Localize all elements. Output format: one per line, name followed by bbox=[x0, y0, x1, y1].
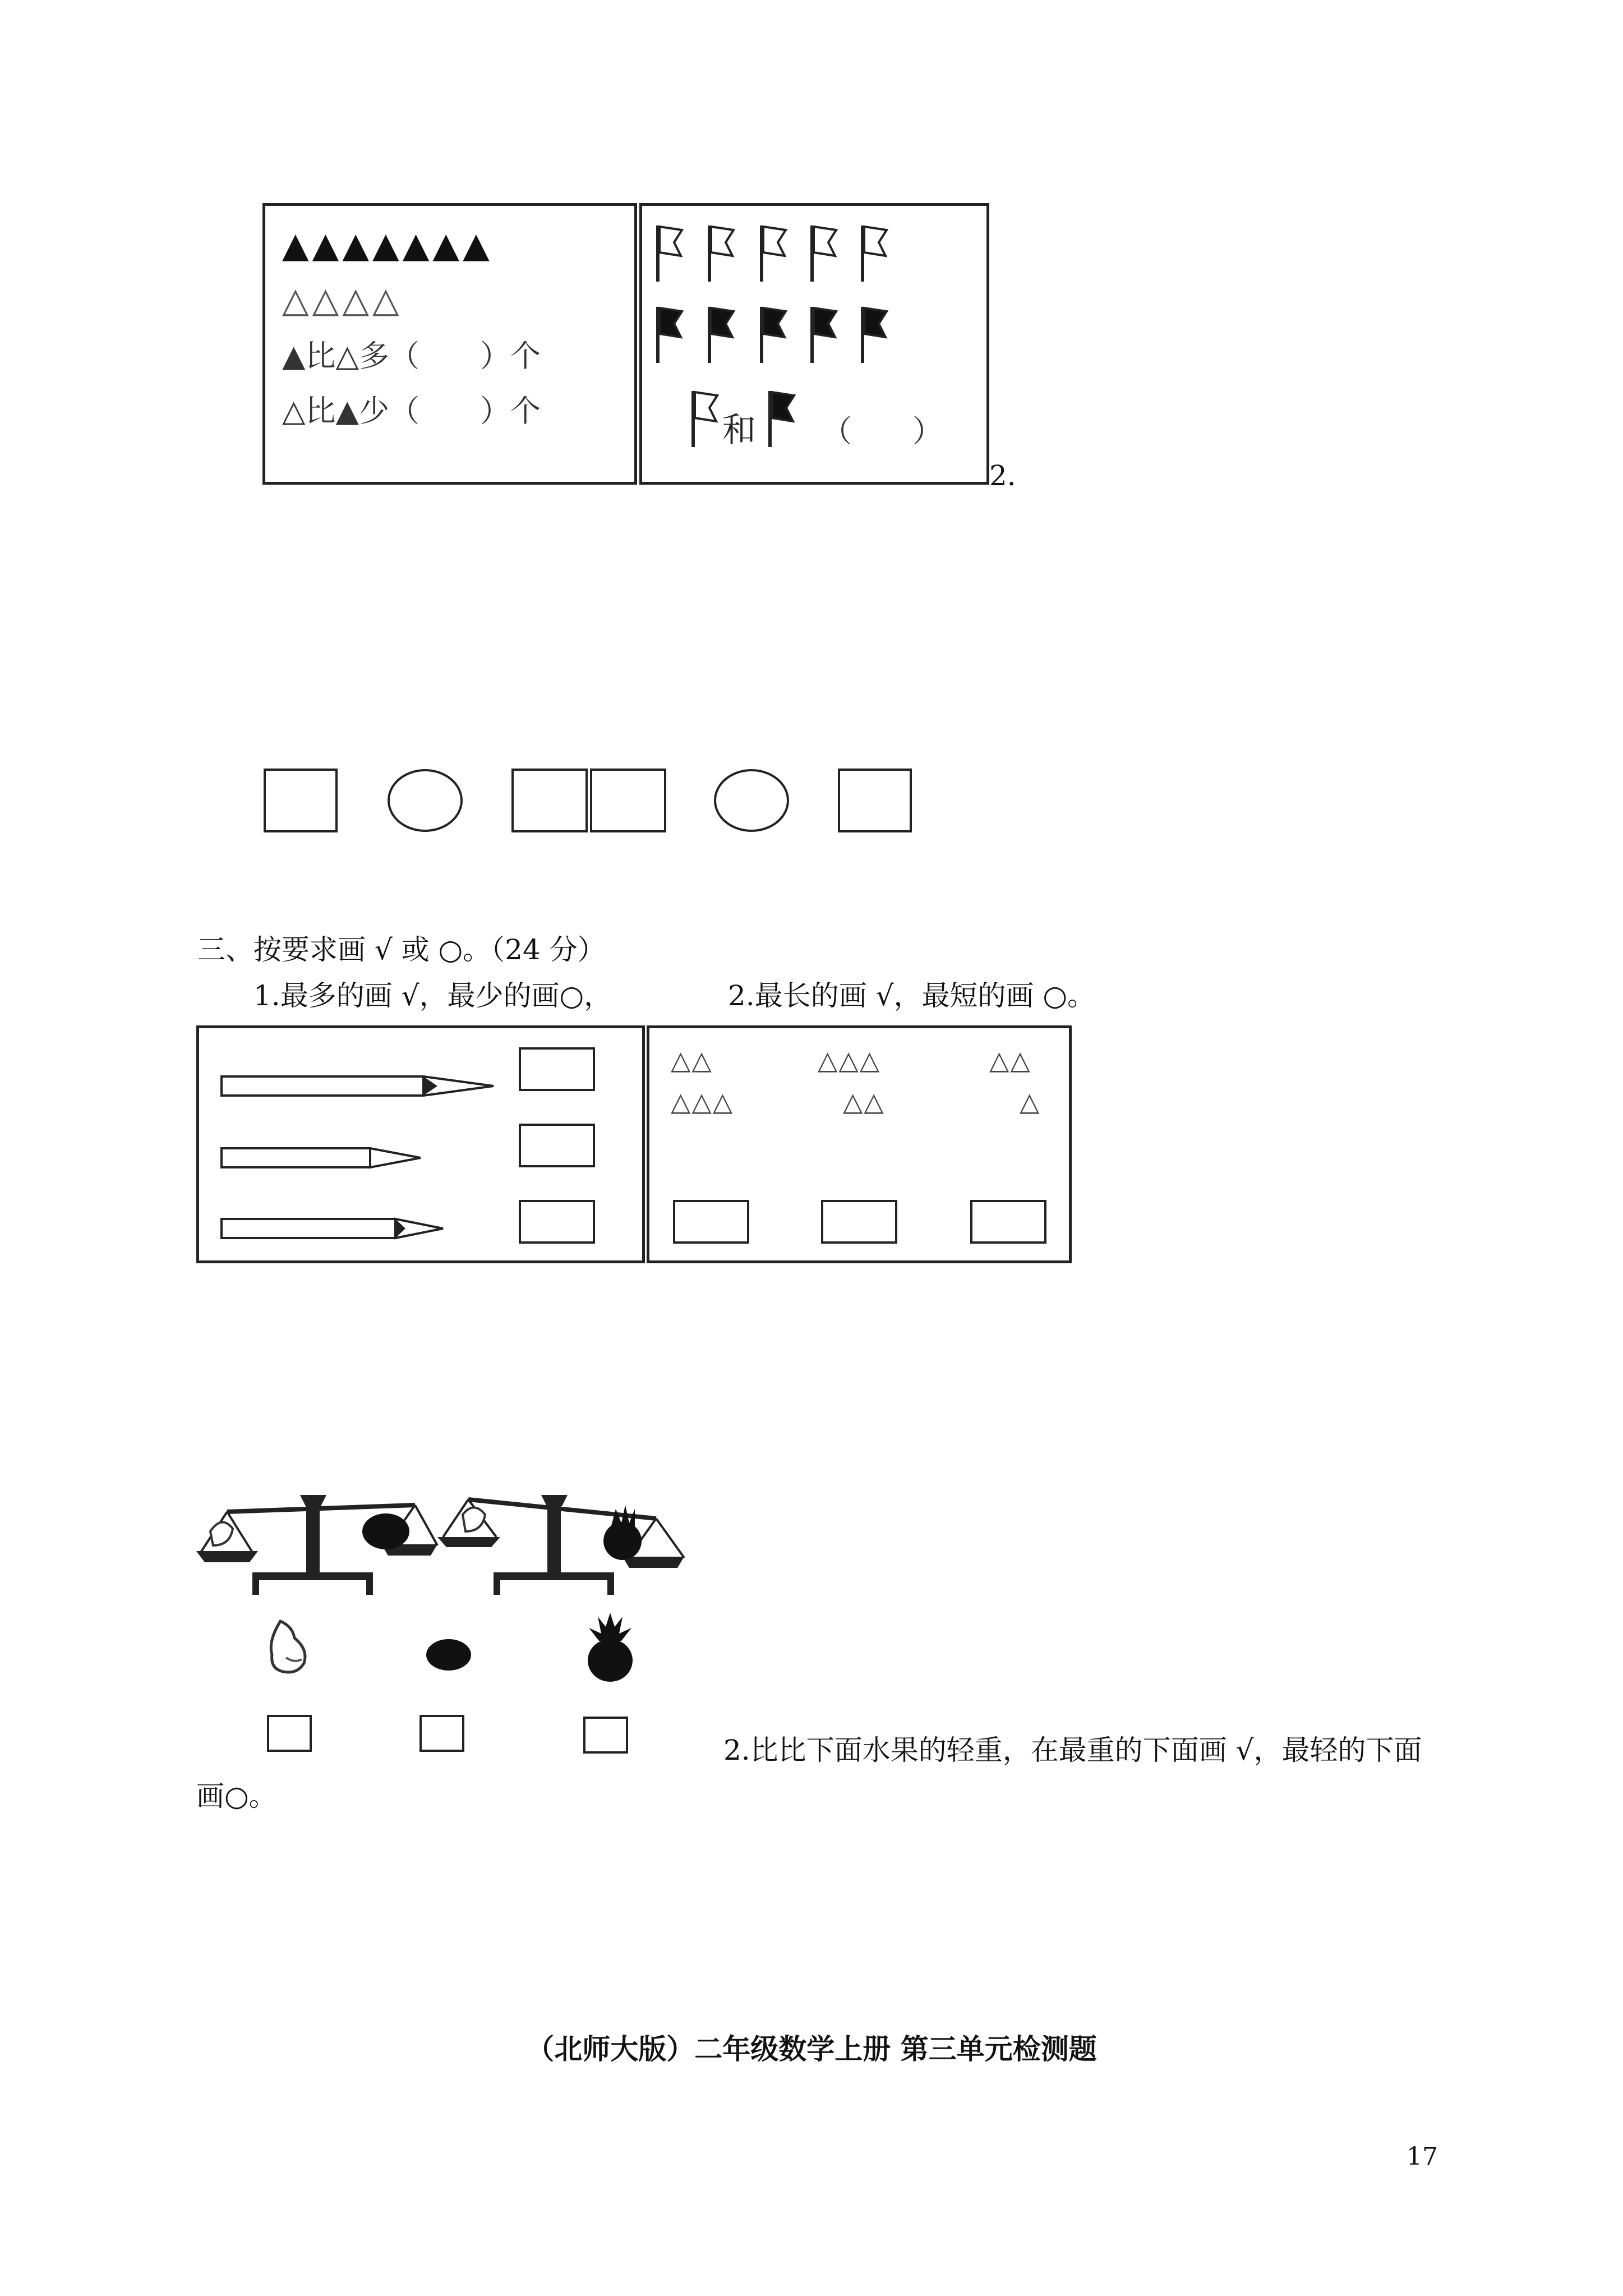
question-number: 2. bbox=[989, 459, 1016, 492]
pencil-length-box bbox=[196, 1025, 645, 1263]
fruit-question-text: 2.比比下面水果的轻重，在最重的下面画 √，最轻的下面 bbox=[723, 1734, 1422, 1766]
pear-icon bbox=[264, 1616, 314, 1677]
fruit-question-text-cont: 画○。 bbox=[196, 1780, 277, 1812]
pencil-3 bbox=[222, 1214, 474, 1243]
white-flag-icon bbox=[656, 226, 682, 282]
fruit-answer-box-1[interactable] bbox=[267, 1715, 312, 1752]
compare-line-more: ▲比△多（ ）个 bbox=[282, 338, 541, 374]
white-flag-icon bbox=[861, 226, 887, 282]
black-flag-icon bbox=[656, 307, 682, 363]
black-flag-icon bbox=[768, 391, 794, 447]
flag-answer-blank: （ ） bbox=[822, 413, 943, 449]
black-flag-icon bbox=[708, 307, 734, 363]
pencil-answer-box-2[interactable] bbox=[519, 1124, 595, 1167]
shape-square-1 bbox=[264, 769, 338, 832]
section3-subquestion-2: 2.最长的画 √，最短的画 ○。 bbox=[728, 979, 1095, 1012]
black-triangle-row: ▲▲▲▲▲▲▲ bbox=[282, 224, 493, 265]
pencil-answer-box-3[interactable] bbox=[519, 1200, 595, 1244]
flag-compare-box bbox=[639, 203, 989, 485]
pencil-answer-box-1[interactable] bbox=[519, 1047, 595, 1091]
shape-square-3 bbox=[590, 769, 666, 832]
section3-heading: 三、按要求画 √ 或 ○。（24 分） bbox=[197, 933, 606, 966]
fruit-answer-box-2[interactable] bbox=[419, 1715, 464, 1752]
black-flag-icon bbox=[861, 307, 887, 363]
pencil-2 bbox=[222, 1144, 446, 1172]
black-flag-icon bbox=[810, 307, 836, 363]
section3-subquestion-1: 1.最多的画 √，最少的画○， bbox=[253, 979, 612, 1012]
pineapple-icon bbox=[582, 1610, 638, 1683]
triangle-answer-box-3[interactable] bbox=[970, 1200, 1046, 1244]
white-triangle-row: △△△△ bbox=[282, 279, 403, 320]
group1-top: △△ bbox=[671, 1045, 713, 1075]
black-flag-icon bbox=[760, 307, 786, 363]
balance-scale-1 bbox=[196, 1484, 437, 1596]
white-flag-icon bbox=[760, 226, 786, 282]
shape-circle-1 bbox=[386, 767, 464, 834]
shape-square-2 bbox=[511, 769, 588, 832]
pencil-1 bbox=[222, 1072, 513, 1100]
white-flag-icon bbox=[708, 226, 734, 282]
group3-bottom: △ bbox=[1020, 1087, 1041, 1117]
shape-square-4 bbox=[838, 769, 912, 832]
triangle-answer-box-2[interactable] bbox=[821, 1200, 897, 1244]
group2-top: △△△ bbox=[818, 1045, 881, 1075]
flag-compare-label: 和 bbox=[722, 411, 756, 450]
shape-circle-2 bbox=[712, 767, 791, 834]
triangle-answer-box-1[interactable] bbox=[673, 1200, 749, 1244]
group3-top: △△ bbox=[989, 1045, 1031, 1075]
compare-line-less: △比▲少（ ）个 bbox=[282, 393, 541, 429]
triangle-count-box bbox=[647, 1025, 1072, 1263]
plum-icon bbox=[423, 1635, 474, 1674]
page-number: 17 bbox=[1407, 2142, 1438, 2171]
unit-title: （北师大版）二年级数学上册 第三单元检测题 bbox=[526, 2032, 1097, 2065]
group1-bottom: △△△ bbox=[671, 1087, 734, 1117]
group2-bottom: △△ bbox=[843, 1087, 885, 1117]
triangle-compare-box bbox=[262, 203, 637, 485]
white-flag-icon bbox=[691, 391, 717, 447]
white-flag-icon bbox=[810, 226, 836, 282]
balance-scale-2 bbox=[437, 1484, 679, 1596]
fruit-answer-box-3[interactable] bbox=[583, 1717, 628, 1754]
